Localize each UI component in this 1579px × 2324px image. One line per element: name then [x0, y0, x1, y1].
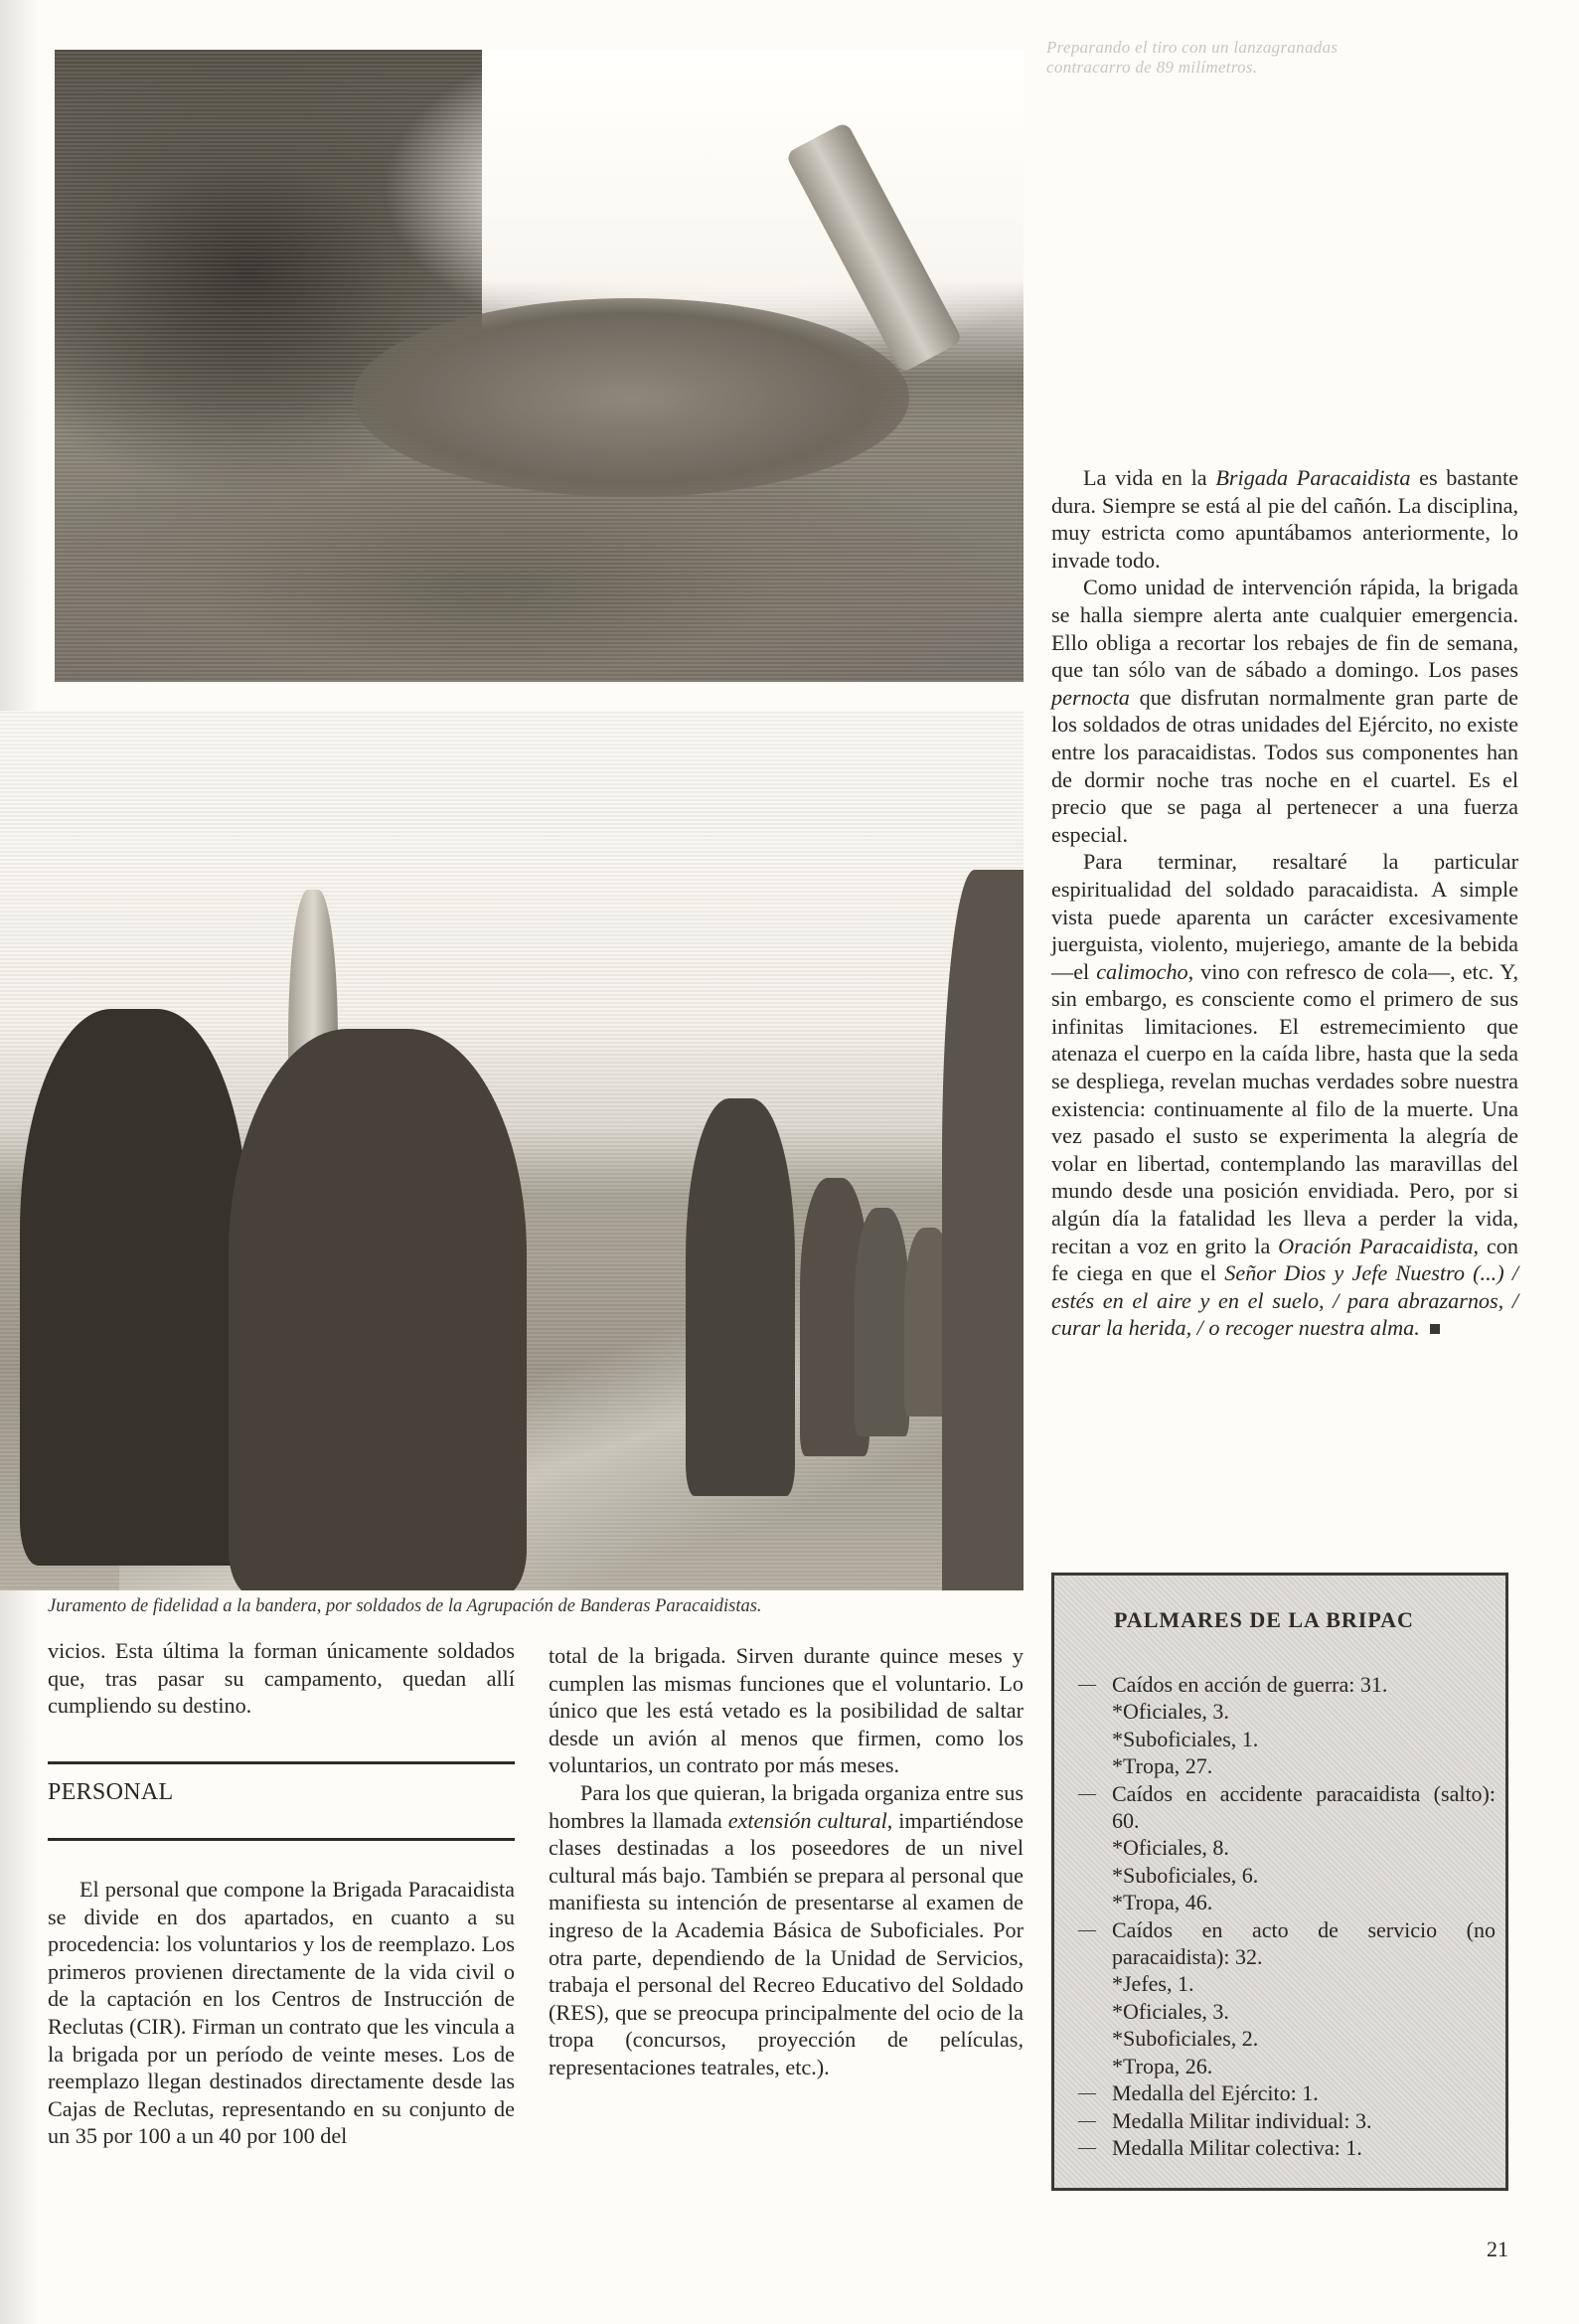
palmares-item: — Medalla Militar individual: 3. [1078, 2107, 1496, 2134]
palmares-item: — Medalla Militar colectiva: 1. [1078, 2134, 1496, 2161]
italic-text: calimocho [1096, 958, 1188, 984]
end-of-article-icon [1430, 1324, 1440, 1334]
photo-soldiers [353, 298, 909, 497]
photo-officer [20, 1009, 248, 1566]
text: Para los que quieran, la brigada organiza entre sus hombres la llamada [549, 1779, 1024, 1833]
italic-text: Brigada Paracaidista [1215, 465, 1411, 490]
palmares-sidebar-box [1051, 1573, 1508, 2191]
photo-standing-officer [942, 870, 1024, 1590]
italic-text: Señor Dios y Jefe Nuestro (...) / estés en el aire y en el suelo, / para abrazarnos, / curar la herida, / o recoger nuestra alma. [1051, 1260, 1519, 1341]
palmares-item: — Caídos en acto de servicio (no paracaidista): 32. [1078, 1916, 1496, 1971]
palmares-subitem: *Tropa, 26. [1112, 2053, 1213, 2078]
paragraph: El personal que compone la Brigada Paracaidista se divide en dos apartados, en cuanto a su procedencia: los voluntarios y los de reemplazo. Los primeros provienen directamente de la vida civil o de la captación en los Centros de Instrucción de Reclutas (CIR). Firman un contrato que les vincula a la brigada por un período de veinte meses. Los de reemplazo llegan destinados directamente desde las Cajas de Reclutas, representando en su conjunto de un 35 por 100 a un 40 por 100 del [48, 1877, 515, 2149]
palmares-subitem: *Suboficiales, 2. [1112, 2026, 1259, 2052]
text: Como unidad de intervención rápida, la brigada se halla siempre alerta ante cualquier emergencia. Ello obliga a recortar los rebajes de fin de semana, que tan sólo van de sábado a domingo. Los pases [1051, 575, 1518, 683]
palmares-subitem: *Jefes, 1. [1112, 1971, 1194, 1997]
article-right-column [1051, 464, 1518, 1342]
paragraph [1051, 464, 1518, 574]
text: , con fe ciega en que el [1051, 1233, 1518, 1286]
text: La vida en la [1083, 465, 1216, 490]
italic-text: pernocta [1051, 684, 1130, 710]
palmares-subitem: *Oficiales, 8. [1112, 1835, 1229, 1861]
paragraph [549, 1779, 1024, 2081]
palmares-title: PALMARES DE LA BRIPAC [1114, 1607, 1414, 1632]
palmares-list [1078, 1671, 1496, 2161]
article-left-column-personal [48, 1876, 515, 2150]
text: , vino con refresco de cola—, etc. Y, sin embargo, es consciente como el primero de sus infinitas limitaciones. El estremecimiento que atenaza el cuerpo en la caída libre, hasta que la seda se despliega, revelan muchas verdades sobre nuestra existencia: continuamente al filo de la muerte. Una vez pasado el susto se experimenta la alegría de volar en libertad, contemplando las maravillas del mundo desde una posición envidiada. Pero, por si algún día la fatalidad les lleva a perder la vida, recitan a voz en grito la [1051, 958, 1519, 1258]
article-middle-column [549, 1642, 1024, 2081]
palmares-subitem: *Tropa, 27. [1112, 1753, 1213, 1779]
paragraph: vicios. Esta última la forman únicamente soldados que, tras pasar su campamento, quedan allí cumpliendo su destino. [48, 1638, 515, 1719]
caption-top-photo: Preparando el tiro con un lanzagranadas contracarro de 89 milímetros. [1046, 38, 1339, 77]
palmares-subitem: *Oficiales, 3. [1112, 1699, 1229, 1725]
palmares-subitem: *Tropa, 46. [1112, 1890, 1213, 1915]
text: , impartiéndose clases destinadas a los poseedores de un nivel cultural más bajo. También se prepara al personal que manifiesta su intención de presentarse al examen de ingreso de la Academia Básica de Suboficiales. Por otra parte, dependiendo de la Unidad de Servicios, trabaja el personal del Recreo Educativo del Soldado (RES), que se preocupa principalmente del ocio de la tropa (concursos, proyección de películas, representaciones teatrales, etc.). [549, 1807, 1024, 2079]
section-rule-top [48, 1761, 515, 1764]
photo-marching-soldier [686, 1098, 795, 1496]
page-number: 21 [1487, 2237, 1508, 2261]
section-rule-bottom [48, 1838, 515, 1841]
text: total de la brigada. Sirven durante quince meses y cumplen las mismas funciones que el voluntario. Lo único que les está vetado es la posibilidad de saltar desde un avión al menos que firmen, como los voluntarios, un contrato por más meses. [549, 1643, 1024, 1778]
palmares-item: — Caídos en accidente paracaidista (salto): 60. [1078, 1780, 1496, 1835]
palmares-subitem: *Suboficiales, 1. [1112, 1726, 1259, 1751]
article-left-column-intro [48, 1637, 515, 1720]
text: que disfrutan normalmente gran parte de los soldados de otras unidades del Ejército, no existe entre los paracaidistas. Todos sus componentes han de dormir noche tras noche en el cuartel. Es el precio que se paga al pertenecer a una fuerza especial. [1051, 684, 1518, 847]
paragraph [549, 1642, 1024, 1779]
italic-text: extensión cultural [727, 1807, 887, 1833]
palmares-item: — Caídos en acción de guerra: 31. [1078, 1671, 1496, 1698]
paragraph [1051, 574, 1518, 848]
text: Para terminar, resaltaré la particular espiritualidad del soldado paracaidista. A simple vista puede aparenta un carácter excesivamente juerguista, violento, mujeriego, amante de la bebida —el [1051, 849, 1518, 984]
photo-flag-oath [0, 711, 1024, 1590]
caption-bottom-photo: Juramento de fidelidad a la bandera, por soldados de la Agrupación de Banderas Paracaidistas. [48, 1596, 762, 1616]
palmares-item: — Medalla del Ejército: 1. [1078, 2079, 1496, 2106]
photo-marching-soldier [855, 1208, 909, 1436]
text: es bastante dura. Siempre se está al pie del cañón. La disciplina, muy estricta como apuntábamos anteriormente, lo invade todo. [1051, 465, 1518, 573]
italic-text: Oración Paracaidista [1278, 1233, 1474, 1258]
section-heading: PERSONAL [48, 1779, 174, 1805]
palmares-subitem: *Oficiales, 3. [1112, 1998, 1229, 2024]
palmares-subitem: *Suboficiales, 6. [1112, 1862, 1259, 1888]
paragraph [1051, 848, 1518, 1342]
photo-soldier-kissing-flag [229, 1029, 527, 1590]
photo-grenade-launcher [55, 50, 1024, 682]
